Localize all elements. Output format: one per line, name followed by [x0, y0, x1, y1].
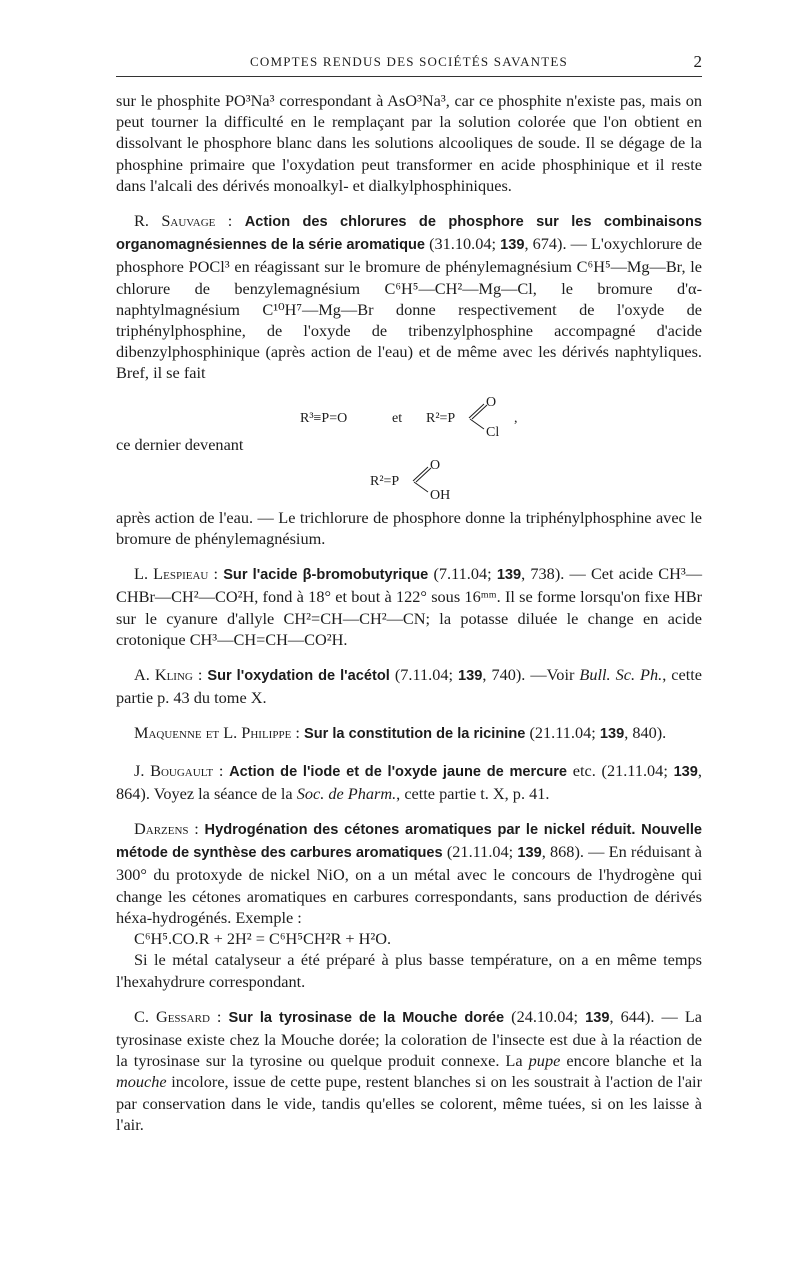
journal-name: Soc. de Pharm.: [296, 783, 397, 803]
author: J. Bougault: [134, 760, 214, 780]
entry-text-mid: encore blanche et la: [560, 1051, 702, 1071]
entry-text-2: ce dernier devenant: [116, 434, 244, 454]
reference-page: , 740).: [482, 665, 526, 685]
reaction-equation: C⁶H⁵.CO.R + 2H² = C⁶H⁵CH²R + H²O.: [134, 929, 392, 949]
journal-name: Bull. Sc. Ph.: [579, 665, 663, 685]
italic-pupe: pupe: [528, 1051, 561, 1071]
reference-date: (24.10.04;: [511, 1006, 586, 1026]
reference-date: (21.11.04;: [446, 842, 518, 862]
reference-page: , 738).: [521, 564, 565, 584]
author: Maquenne et L. Philippe: [134, 723, 292, 743]
article-title: Action des chlorures de phosphore sur les combinaisons organomagnésiennes de la série aromatique: [116, 214, 703, 254]
article-title: Sur la tyrosinase de la Mouche dorée: [228, 1009, 505, 1026]
volume-number: 139: [458, 668, 483, 685]
author: C. Gessard: [134, 1006, 210, 1026]
entry-text: — L'oxychlorure de phosphore POCl³ en réagissant sur le bromure de phénylemagnésium C⁶H⁵—Mg—Br, le chlorure de benzylemagnésium C⁶H⁵—CH²—Mg—Cl, le bromure d'α-naphtylmagnésium C¹⁰H⁷—Mg—Br donne respectivement de l'oxyde de triphénylphosphine, de l'oxyde de tribenzylphosphine accompagné d'acide dibenzylphosphinique (après action de l'eau) et de même avec les dérivés naphtyliques. Bref, il se fait: [116, 234, 702, 383]
volume-number: 139: [673, 763, 698, 780]
reference-page: , 674).: [524, 234, 567, 254]
formula-phosphine-oxides: [116, 392, 702, 440]
reference-date: (31.10.04;: [429, 234, 501, 254]
article-title: Hydrogénation des cétones aromatiques par le nickel réduit. Nouvelle métode de synthèse des carbures aromatiques: [116, 822, 702, 862]
entry-sauvage-paragraph: R. Sauvage : Action des chlorures de phosphore sur les combinaisons organomagnésiennes de la série aromatique (31.10.04; 139, 674). — L'oxychlorure de phosphore POCl³ en réagissant sur le bromure de phénylemagnésium C⁶H⁵—Mg—Br, le chlorure de benzylemagnésium C⁶H⁵—CH²—Mg—Cl, le bromure d'α-naphtylmagnésium C¹⁰H⁷—Mg—Br donne respectivement de l'oxyde de triphénylphosphine, de l'oxyde de tribenzylphosphine accompagné d'acide dibenzylphosphinique (après action de l'eau) et de même avec les dérivés naphtyliques. Bref, il se fait: [116, 211, 703, 383]
page-number: 2: [693, 52, 702, 71]
formula-left: R²=P: [370, 473, 400, 489]
body-text: [116, 90, 702, 1135]
author: A. Kling: [134, 665, 193, 685]
formula-chlorine: Cl: [486, 424, 500, 440]
running-title: COMPTES RENDUS DES SOCIÉTÉS SAVANTES: [250, 54, 568, 69]
author: R. Sauvage: [134, 211, 216, 231]
volume-number: 139: [585, 1009, 610, 1026]
entry-bougault: J. Bougault : Action de l'iode et de l'oxyde jaune de mercure etc. (21.11.04; 139, 864). Voyez la séance de la Soc. de Pharm., cette partie t. X, p. 41.: [116, 760, 702, 803]
volume-number: 139: [500, 237, 525, 254]
formula-comma: ,: [514, 410, 518, 426]
article-title: Sur l'acide β-bromobutyrique: [223, 567, 429, 584]
reference-page: , 644).: [609, 1006, 655, 1026]
formula-et: et: [392, 410, 403, 426]
volume-number: 139: [496, 567, 522, 584]
formula-oxygen: O: [430, 457, 441, 473]
running-head: [116, 52, 702, 74]
entry-text: — En réduisant à 300° du protoxyde de nickel NiO, on a un métal avec le concours de l'hydrogène qui change les cétones aromatiques en carbures correspondants, sans production de dérivés héxa-hydrogénés. Exemple :: [116, 842, 703, 927]
entry-kling: A. Kling : Sur l'oxydation de l'acétol (7.11.04; 139, 740). —Voir Bull. Sc. Ph., cette partie p. 43 du tome X.: [116, 665, 702, 708]
reference-page: , 868).: [541, 842, 584, 862]
formula-phosphinic-acid: [116, 455, 702, 503]
entry-text-2: Si le métal catalyseur a été préparé à plus basse température, on a en même temps l'hexahydrure correspondant.: [116, 950, 702, 991]
formula-oxygen: O: [486, 394, 497, 410]
entry-text: — Cet acide CH³—CHBr—CH²—CO²H, fond à 18° et bout à 122° sous 16ᵐᵐ. Il se forme lorsqu'on fixe HBr sur le cyanure d'allyle CH²=CH—CH²—CN; la potasse diluée le change en acide crotonique CH³—CH=CH—CO²H.: [116, 564, 702, 649]
paragraph-continued: sur le phosphite PO³Na³ correspondant à AsO³Na³, car ce phosphite n'existe pas, mais on peut tourner la difficulté en le remplaçant par la solution colorée que l'on obtient en dissolvant le phosphore blanc dans les solutions alcooliques de soude. Il se dégage de la phosphine primaire que l'oxydation peut transformer en acide phosphinique et il reste dans l'alcali des dérivés monoalkyl- et dialkylphosphiniques.: [116, 91, 702, 195]
author: L. Lespieau: [134, 564, 209, 584]
entry-text-end: , cette partie p. 43 du tome X.: [116, 665, 702, 708]
reference-page: , 840).: [624, 723, 667, 743]
reference-date: (7.11.04;: [433, 564, 497, 584]
entry-text-3: après action de l'eau. — Le trichlorure de phosphore donne la triphénylphosphine avec le bromure de phénylemagnésium.: [116, 507, 702, 549]
entry-gessard: C. Gessard : Sur la tyrosinase de la Mouche dorée (24.10.04; 139, 644). — La tyrosinase existe chez la Mouche dorée; la coloration de l'insecte est due à la réaction de la tyrosinase sur la tyrosine ou quelque produit connexe. La pupe encore blanche et la mouche incolore, issue de cette pupe, restent blanches si on les soustrait à l'action de l'air par conservation dans le vide, tandis qu'elles se colorent, même tuées, si on les laisse à l'air.: [116, 1006, 703, 1134]
article-title: Sur l'oxydation de l'acétol: [207, 668, 390, 685]
entry-text: —Voir: [530, 665, 580, 685]
entry-text: — La tyrosinase existe chez la Mouche dorée; la coloration de l'insecte est due à la réaction de la tyrosinase sur la tyrosine ou quelque produit connexe. La: [116, 1006, 703, 1071]
entry-text-end: , cette partie t. X, p. 41.: [396, 783, 550, 803]
entry-sauvage: [116, 210, 702, 549]
entry-text-mid: , 864). Voyez la séance de la: [116, 760, 702, 803]
header-rule: [116, 76, 702, 77]
formula-left: R³≡P=O: [300, 410, 348, 426]
reference-date: (21.11.04;: [529, 723, 600, 743]
volume-number: 139: [599, 726, 625, 743]
italic-mouche: mouche: [116, 1072, 167, 1092]
entry-maquenne: Maquenne et L. Philippe : Sur la constitution de la ricinine (21.11.04; 139, 840).: [134, 723, 667, 743]
article-title: Action de l'iode et de l'oxyde jaune de mercure: [229, 763, 568, 780]
author: Darzens: [134, 819, 189, 839]
reference-date: (7.11.04;: [394, 665, 459, 685]
formula-hydroxyl: OH: [430, 487, 451, 503]
entry-text: etc. (21.11.04;: [572, 760, 674, 780]
volume-number: 139: [517, 845, 542, 862]
entry-darzens: Darzens : Hydrogénation des cétones aromatiques par le nickel réduit. Nouvelle métode de synthèse des carbures aromatiques (21.11.04; 139, 868). — En réduisant à 300° du protoxyde de nickel NiO, on a un métal avec le concours de l'hydrogène qui change les cétones aromatiques en carbures correspondants, sans production de dérivés héxa-hydrogénés. Exemple : C⁶H⁵.CO.R + 2H² = C⁶H⁵CH²R + H²O. Si le métal catalyseur a été préparé à plus basse température, on a en même temps l'hexahydrure correspondant.: [116, 819, 703, 991]
entry-text-end: incolore, issue de cette pupe, restent blanches si on les soustrait à l'action de l'air par conservation dans le vide, tandis qu'elles se colorent, même tuées, si on les laisse à l'air.: [116, 1072, 702, 1134]
article-title: Sur la constitution de la ricinine: [303, 726, 526, 743]
entry-lespieau: L. Lespieau : Sur l'acide β-bromobutyrique (7.11.04; 139, 738). — Cet acide CH³—CHBr—CH²—CO²H, fond à 18° et bout à 122° sous 16ᵐᵐ. Il se forme lorsqu'on fixe HBr sur le cyanure d'allyle CH²=CH—CH²—CN; la potasse diluée le change en acide crotonique CH³—CH=CH—CO²H.: [116, 564, 702, 649]
formula-right: R²=P: [426, 410, 456, 426]
